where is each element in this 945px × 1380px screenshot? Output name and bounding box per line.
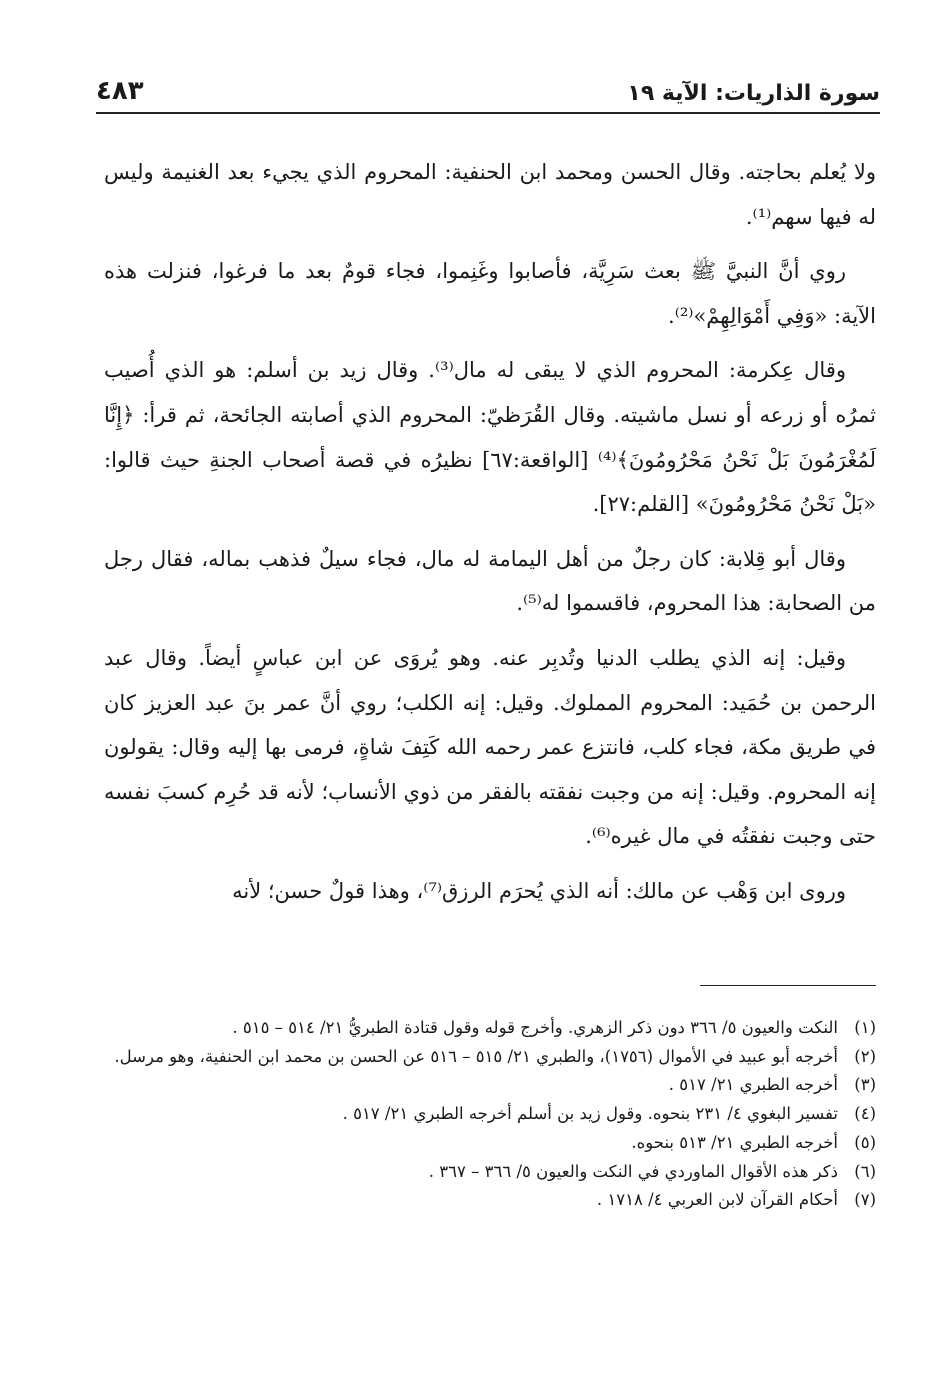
footnote-number: (١) — [854, 1018, 876, 1037]
footnote-text: ذكر هذه الأقوال الماوردي في النكت والعيون ٥/ ٣٦٦ – ٣٦٧ . — [428, 1161, 838, 1181]
footnotes — [104, 1014, 876, 1215]
footnote-number: (٧) — [854, 1190, 876, 1210]
footnote-text: تفسير البغوي ٤/ ٢٣١ بنحوه. وقول زيد بن أسلم أخرجه الطبري ٢١/ ٥١٧ . — [342, 1104, 838, 1124]
footnote-number: (٦) — [854, 1161, 876, 1181]
footnote-text: أخرجه الطبري ٢١/ ٥١٧ . — [668, 1075, 838, 1095]
paragraph-6: وروى ابن وَهْب عن مالك: أنه الذي يُحرَم الرزق⁽⁷⁾، وهذا قولٌ حسن؛ لأنه — [232, 878, 846, 903]
footnote-number: (٤) — [854, 1104, 876, 1124]
footnote-divider — [700, 985, 876, 986]
paragraph-4: وقال أبو قِلابة: كان رجلٌ من أهل اليمامة له مال، فجاء سيلٌ فذهب بماله، فقال رجل من الصحابة: هذا المحروم، فاقسموا له⁽⁵⁾. — [104, 546, 876, 616]
running-header — [96, 66, 880, 106]
footnote-6 — [104, 1158, 876, 1187]
main-text — [104, 150, 876, 924]
footnote-3 — [104, 1071, 876, 1100]
footnote-number: (٢) — [854, 1046, 876, 1066]
footnote-4 — [104, 1100, 876, 1129]
page-number: ٤٨٣ — [96, 76, 144, 106]
header-divider — [96, 112, 880, 114]
sura-title: سورة الذاريات: الآية ١٩ — [627, 81, 880, 106]
footnote-text: النكت والعيون ٥/ ٣٦٦ دون ذكر الزهري. وأخرج قوله وقول قتادة الطبريُّ ٢١/ ٥١٤ – ٥١٥ . — [232, 1018, 838, 1037]
paragraph-1: ولا يُعلم بحاجته. وقال الحسن ومحمد ابن الحنفية: المحروم الذي يجيء بعد الغنيمة وليس له فيها سهم⁽¹⁾. — [104, 160, 876, 229]
paragraph-3: وقال عِكرمة: المحروم الذي لا يبقى له مال⁽³⁾. وقال زيد بن أسلم: هو الذي أُصيب ثمرُه أو زرعه أو نسل ماشيته. وقال القُرَظيّ: المحروم الذي أصابته الجائحة، ثم قرأ: ﴿إِنَّا لَمُغْرَمُونَ بَلْ نَحْنُ مَحْرُومُونَ﴾⁽⁴⁾ [الواقعة:٦٧] نظيرُه في قصة أصحاب الجنةِ حيث قالوا: «بَلْ نَحْنُ مَحْرُومُونَ» [القلم:٢٧]. — [104, 358, 877, 517]
footnote-7 — [104, 1186, 876, 1215]
paragraph-5: وقيل: إنه الذي يطلب الدنيا وتُدبِر عنه. وهو يُروَى عن ابن عباسٍ أيضاً. وقال عبد الرحمن بن حُمَيد: المحروم المملوك. وقيل: إنه الكلب؛ روي أنَّ عمر بنَ عبد العزيز كان في طريق مكة، فجاء كلب، فانتزع عمر رحمه الله كَتِفَ شاةٍ، فرمى بها إليه وقال: يقولون إنه المحروم. وقيل: إنه من وجبت نفقته بالفقر من ذوي الأنساب؛ لأنه قد حُرِم كسبَ نفسه حتى وجبت نفقتُه في مال غيره⁽⁶⁾. — [104, 645, 876, 849]
footnote-5 — [104, 1129, 876, 1158]
footnote-number: (٣) — [854, 1075, 876, 1095]
footnote-text: أخرجه أبو عبيد في الأموال (١٧٥٦)، والطبري ٢١/ ٥١٥ – ٥١٦ عن الحسن بن محمد ابن الحنفية، وهو مرسل. — [114, 1046, 838, 1066]
footnote-2 — [104, 1043, 876, 1072]
footnote-text: أحكام القرآن لابن العربي ٤/ ١٧١٨ . — [596, 1190, 838, 1210]
footnote-number: (٥) — [854, 1132, 876, 1152]
paragraph-2: روي أنَّ النبيَّ ﷺ بعث سَرِيَّة، فأصابوا وغَنِموا، فجاء قومٌ بعد ما فرغوا، فنزلت هذه الآية: «وَفِي أَمْوَالِهِمْ»⁽²⁾. — [104, 259, 876, 328]
footnote-1 — [104, 1014, 876, 1043]
footnote-text: أخرجه الطبري ٢١/ ٥١٣ بنحوه. — [631, 1132, 838, 1152]
